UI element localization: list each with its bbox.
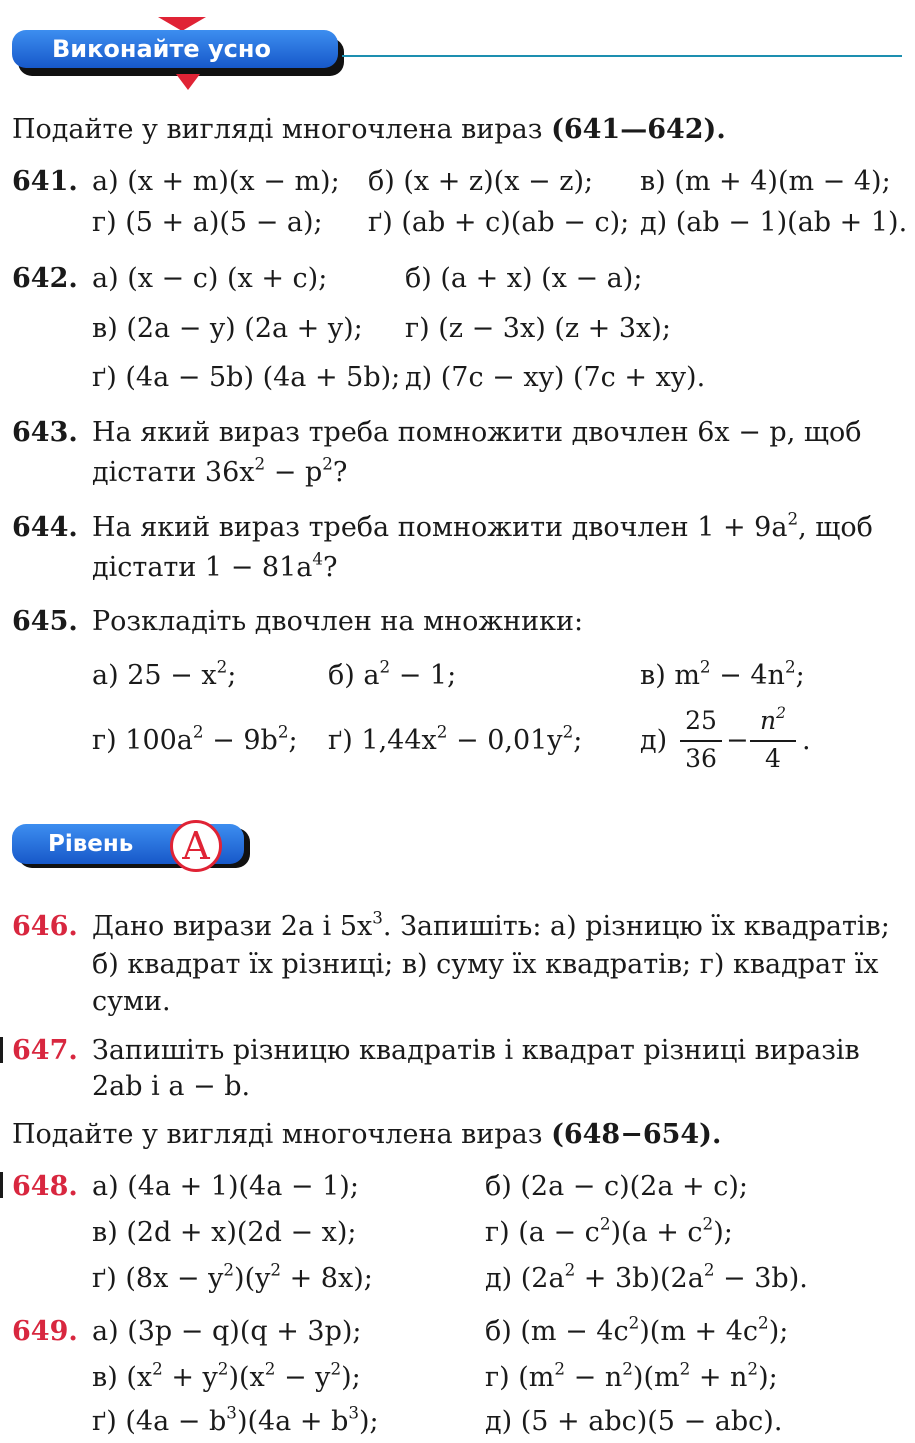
problem-649-gg: ґ) $(4a - b^3)(4a + b^3)$;: [92, 1402, 379, 1437]
fraction-denominator: 4: [765, 744, 781, 773]
problem-number-645: 645.: [12, 606, 78, 637]
problem-648-gg: ґ) $(8x - y^2)(y^2 + 8x)$;: [92, 1259, 373, 1294]
problem-647-line1: Запишіть різницю квадратів і квадрат різниці виразів: [92, 1035, 860, 1066]
level-label: Рівень: [12, 824, 244, 864]
problem-649-d: д) (5 + abc)(5 − abc).: [485, 1406, 783, 1437]
problem-645-gg: ґ) $1,44x^2 - 0,01y^2$;: [328, 721, 583, 756]
problem-646-line3: суми.: [92, 986, 171, 1017]
level-banner: [12, 820, 252, 876]
problem-number-646: 646.: [12, 911, 78, 942]
problem-645-b: б) $a^2 - 1$;: [328, 656, 457, 691]
problem-642-g: г) (z − 3x) (z + 3x);: [405, 313, 671, 344]
problem-number-647: 647.: [12, 1035, 78, 1066]
problem-number-641: 641.: [12, 166, 78, 197]
problem-643-line1: На який вираз треба помножити двочлен 6x − p, щоб: [92, 417, 862, 448]
margin-marker: [0, 1037, 3, 1063]
fraction-numerator: 25: [685, 706, 717, 735]
fraction-bar: [680, 740, 722, 742]
banner-top-triangle: [158, 17, 206, 31]
fraction-numerator: $n^2$: [760, 704, 786, 735]
problem-648-v: в) (2d + x)(2d − x);: [92, 1217, 357, 1248]
problem-641-a: а) (x + m)(x − m);: [92, 166, 340, 197]
problem-number-648: 648.: [12, 1171, 78, 1202]
fraction-n2-4: [750, 706, 796, 774]
problem-641-d: д) (ab − 1)(ab + 1).: [640, 207, 908, 238]
intro-text-1: Подайте у вигляді многочлена вираз (641—642).: [12, 114, 726, 145]
problem-642-b: б) (a + x) (x − a);: [405, 263, 643, 294]
fraction-25-36: [680, 706, 722, 774]
problem-645-d-end: .: [802, 725, 811, 756]
intro-text-2: Подайте у вигляді многочлена вираз (648−654).: [12, 1119, 722, 1150]
section-banner-title: Виконайте усно: [12, 30, 338, 68]
problem-number-643: 643.: [12, 417, 78, 448]
problem-number-642: 642.: [12, 263, 78, 294]
problem-number-644: 644.: [12, 512, 78, 543]
problem-645-v: в) $m^2 - 4n^2$;: [640, 656, 805, 691]
problem-644-line2: дістати $1 - 81a^4$?: [92, 548, 338, 583]
problem-647-line2: 2ab і a − b.: [92, 1071, 251, 1102]
problem-649-a: а) (3p − q)(q + 3p);: [92, 1316, 362, 1347]
problem-643-line2: дістати $36x^2 - p^2$?: [92, 453, 348, 488]
problem-645-d-label: д): [640, 725, 668, 756]
problem-648-b: б) (2a − c)(2a + c);: [485, 1171, 748, 1202]
problem-649-b: б) $(m - 4c^2)(m + 4c^2)$;: [485, 1312, 789, 1347]
problem-642-v: в) (2a − y) (2a + y);: [92, 313, 363, 344]
fraction-bar: [750, 740, 796, 742]
fraction-denominator: 36: [685, 744, 717, 773]
problem-648-g: г) $(a - c^2)(a + c^2)$;: [485, 1213, 733, 1248]
problem-648-d: д) $(2a^2 + 3b)(2a^2 - 3b)$.: [485, 1259, 808, 1294]
problem-646-line1: Дано вирази 2a і $5x^3$. Запишіть: а) різницю їх квадратів;: [92, 907, 890, 942]
margin-marker: [0, 1172, 3, 1198]
problem-641-gg: ґ) (ab + c)(ab − c);: [368, 207, 630, 238]
problem-645-g: г) $100a^2 - 9b^2$;: [92, 721, 298, 756]
level-letter-circle: A: [170, 820, 222, 872]
problem-646-line2: б) квадрат їх різниці; в) суму їх квадратів; г) квадрат їх: [92, 949, 879, 980]
problem-648-a: а) (4a + 1)(4a − 1);: [92, 1171, 359, 1202]
problem-645-a: а) $25 - x^2$;: [92, 656, 237, 691]
problem-641-v: в) (m + 4)(m − 4);: [640, 166, 891, 197]
problem-641-b: б) (x + z)(x − z);: [368, 166, 594, 197]
problem-number-649: 649.: [12, 1316, 78, 1347]
problem-645-text: Розкладіть двочлен на множники:: [92, 606, 584, 637]
problem-642-d: д) (7c − xy) (7c + xy).: [405, 362, 706, 393]
banner-bottom-triangle: [176, 74, 200, 90]
problem-649-g: г) $(m^2 - n^2)(m^2 + n^2)$;: [485, 1358, 778, 1393]
problem-649-v: в) $(x^2 + y^2)(x^2 - y^2)$;: [92, 1358, 361, 1393]
problem-641-g: г) (5 + a)(5 − a);: [92, 207, 323, 238]
fraction-minus: −: [726, 725, 749, 756]
problem-642-gg: ґ) (4a − 5b) (4a + 5b);: [92, 362, 401, 393]
problem-644-line1: На який вираз треба помножити двочлен $1 + 9a^2$, щоб: [92, 508, 873, 543]
problem-642-a: а) (x − c) (x + c);: [92, 263, 328, 294]
section-divider: [342, 55, 902, 57]
section-banner: [12, 30, 342, 74]
